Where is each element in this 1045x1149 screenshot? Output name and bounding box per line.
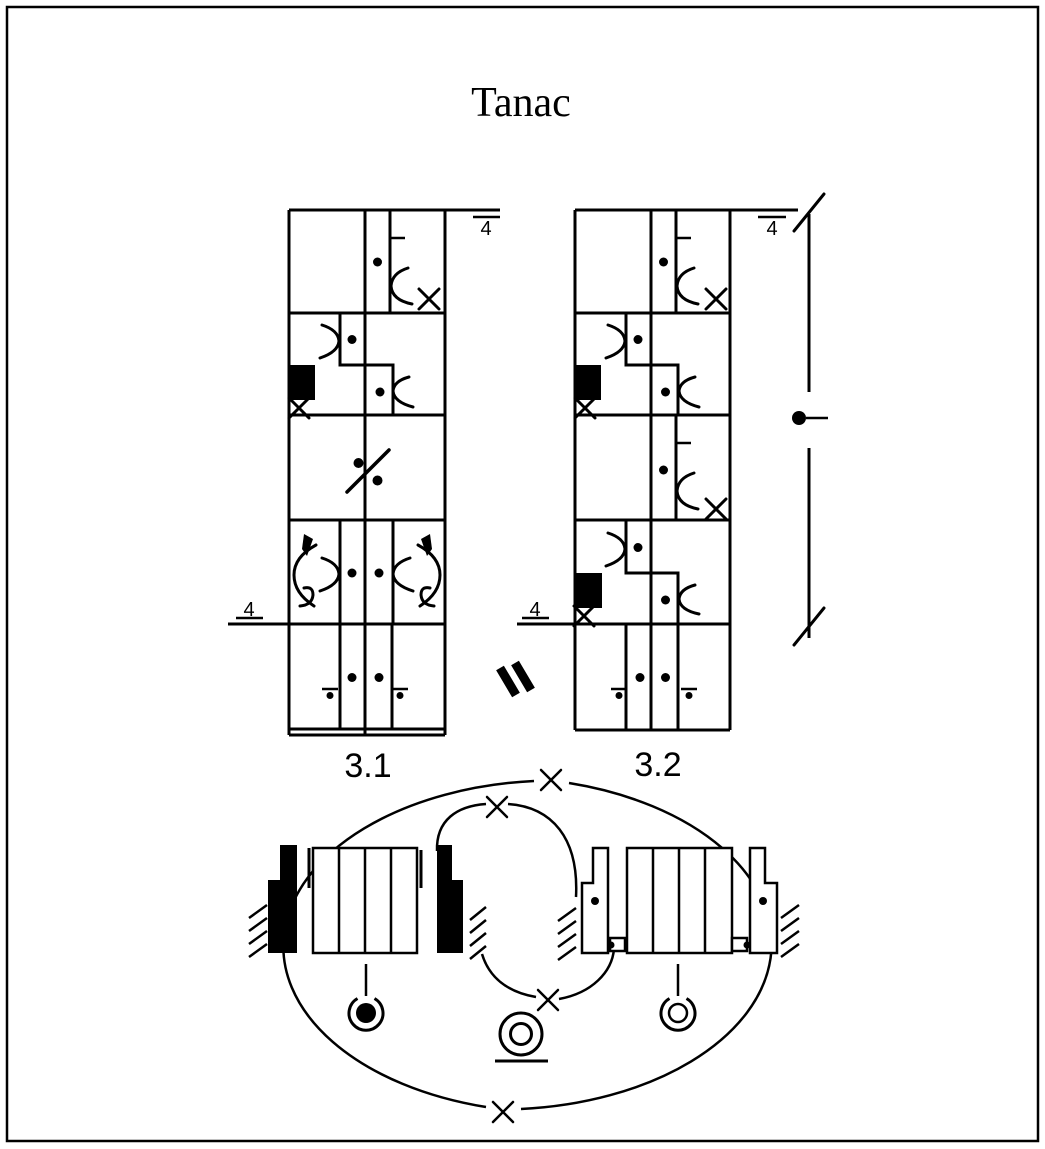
- repeat-sign-dot: [373, 476, 383, 486]
- meter-top-3-1: 4: [480, 218, 492, 240]
- meter-top-3-2: 4: [766, 218, 778, 240]
- direction-dot: [661, 596, 670, 605]
- direction-dot: [348, 569, 357, 578]
- staff-label-3-2: 3.2: [634, 746, 682, 784]
- staple-dot: [686, 692, 693, 699]
- dancer-group-right: [558, 848, 799, 960]
- direction-dot: [348, 673, 357, 682]
- direction-dot: [661, 388, 670, 397]
- direction-dot: [634, 335, 643, 344]
- direction-dot: [375, 569, 384, 578]
- page-title: Tanac: [471, 80, 571, 126]
- repeat-bracket-dot: [792, 411, 806, 425]
- black-direction-symbol: [575, 573, 602, 608]
- direction-dot: [375, 673, 384, 682]
- staple-dot: [397, 692, 404, 699]
- direction-dot: [373, 258, 382, 267]
- hand-hold-dot: [608, 942, 615, 949]
- meter-start-3-1: 4: [243, 599, 255, 621]
- direction-dot: [348, 335, 357, 344]
- direction-dot: [636, 673, 645, 682]
- direction-dot: [634, 543, 643, 552]
- staple-dot: [616, 692, 623, 699]
- black-direction-symbol: [575, 365, 601, 400]
- hand-hold-dot: [744, 942, 751, 949]
- end-dancer-dot: [759, 897, 767, 905]
- pin-core-filled: [356, 1003, 376, 1023]
- direction-dot: [659, 258, 668, 267]
- direction-dot: [661, 673, 670, 682]
- page-border: [7, 7, 1038, 1141]
- dancer-group-left: [249, 845, 486, 959]
- end-dancer-dot: [591, 897, 599, 905]
- staff-label-3-1: 3.1: [344, 747, 392, 785]
- meter-start-3-2: 4: [529, 599, 541, 621]
- direction-dot: [376, 388, 385, 397]
- direction-dot: [659, 466, 668, 475]
- staple-dot: [327, 692, 334, 699]
- black-direction-symbol: [289, 365, 315, 400]
- repeat-sign-dot: [354, 458, 364, 468]
